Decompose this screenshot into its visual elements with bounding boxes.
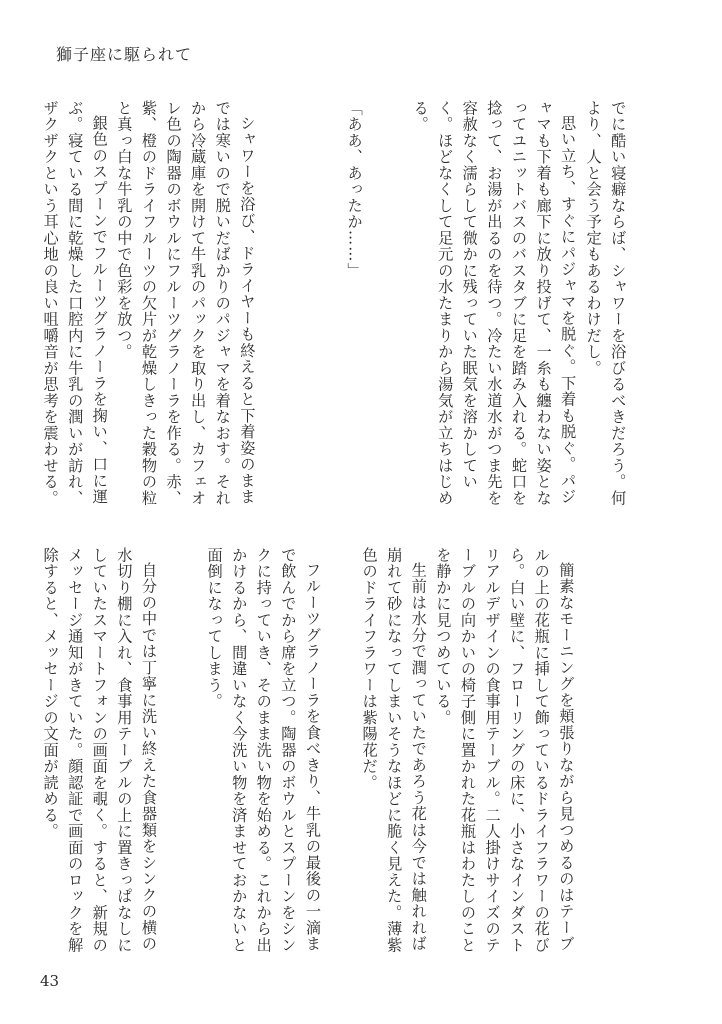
paragraph-breakfast: シャワーを浴び、ドライヤーも終えると下着姿のままでは寒いので脱いだばかりのパジャマを着なおす。それから冷蔵庫を開けて牛乳のパックを取り出し、カフェオレ色の陶器のボウルにフルーツグラノーラを作る。赤、紫、橙のドライフルーツの欠片が乾燥しきった穀物の粒と真っ白な牛乳の中で色彩を放つ。 <box>115 100 257 507</box>
top-text-block-1 <box>581 100 630 520</box>
paragraph-spoon: 銀色のスプーンでフルーツグラノーラを掬い、口に運ぶ。寝ている間に乾燥した口腔内に牛乳の潤いが訪れ、ザクザクという耳心地の良い咀嚼音が思考を震わせる。 <box>41 100 109 507</box>
top-text-block-4 <box>38 100 259 520</box>
bottom-text-block-2 <box>202 547 325 967</box>
paragraph-continuation: でに酷い寝癖ならば、シャワーを浴びるべきだろう。何より、人と会う予定もあるわけだし。 <box>584 100 628 507</box>
top-text-block-3 <box>342 100 367 520</box>
paragraph-dishes: フルーツグラノーラを食べきり、牛乳の最後の一滴まで飲んでから席を立つ。陶器のボウルとスプーンをシンクに持っていき、そのまま洗い物を始める。これから出かけるから、間違いなく今洗い物を済ませておかないと面倒になってしまう。 <box>205 547 322 954</box>
bottom-text-block-3 <box>38 547 161 967</box>
bottom-text-block-1 <box>357 547 578 967</box>
paragraph-smartphone: 自分の中では丁寧に洗い終えた食器類をシンクの横の水切り棚に入れ、食事用テーブルの上に置きっぱなしにしていたスマートフォンの画面を覗く。すると、新規のメッセージ通知がきていた。顔認証で画面のロックを解除すると、メッセージの文面が読める。 <box>41 547 158 954</box>
paragraph-shower: 思い立ち、すぐにパジャマを脱ぐ。下着も脱ぐ。パジャマも下着も廊下に放り投げて、一糸も纏わない姿となってユニットバスのバスタブに足を踏み入れる。蛇口を捻って、お湯が出るのを待つ。冷たい水道水がつま先を容赦なく濡らして微かに残っていた眠気を溶かしていく。ほどなくして足元の水たまりから湯気が立ちはじめる。 <box>411 100 578 507</box>
paragraph-flower-vase: 簡素なモーニングを頬張りながら見つめるのはテーブルの上の花瓶に挿して飾っているドライフラワーの花びら。白い壁に、フローリングの床に、小さなインダストリアルデザインの食事用テーブル。二人掛けサイズのテーブルの向かいの椅子側に置かれた花瓶はわたしのことを静かに見つめている。 <box>434 547 576 954</box>
paragraph-dried-flower: 生前は水分で潤っていたであろう花は今では触れれば崩れて砂になってしまいそうなほどに脆く見えた。薄紫色のドライフラワーは紫陽花だ。 <box>360 547 428 954</box>
page-number: 43 <box>40 972 60 990</box>
top-text-block-2 <box>408 100 580 520</box>
running-head: 獅子座に駆られて <box>56 45 193 64</box>
dialogue-line: 「ああ、あったか……」 <box>345 100 364 279</box>
